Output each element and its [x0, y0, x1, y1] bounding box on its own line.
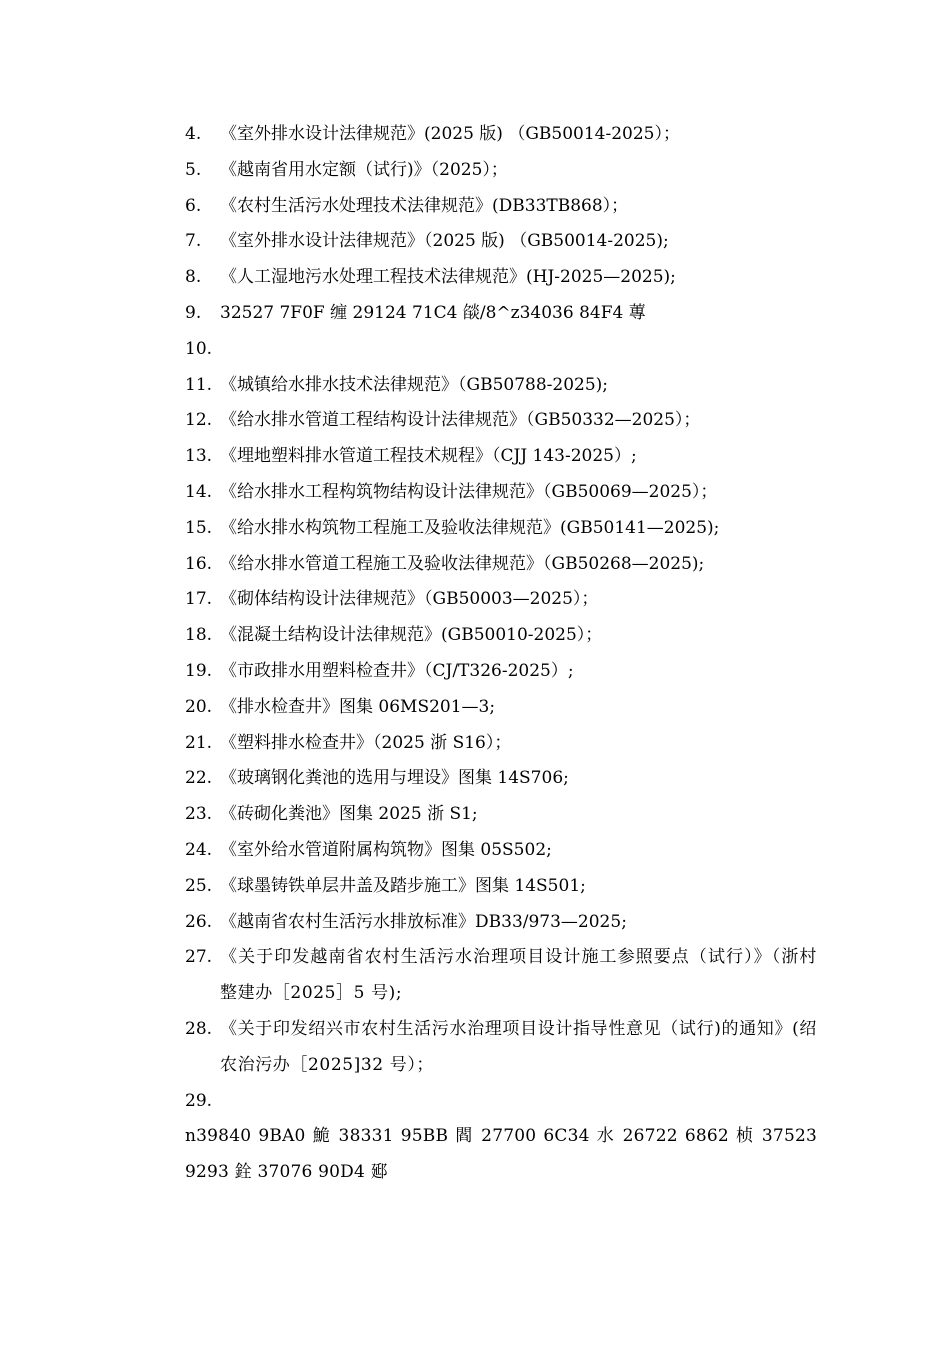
- list-item-text: 《关于印发越南省农村生活污水治理项目设计施工参照要点（试行）》（浙村整建办［2025］5 号);: [220, 947, 817, 1004]
- list-item: [185, 833, 817, 869]
- list-item-number: 26.: [185, 911, 213, 932]
- list-item-number: 8.: [185, 267, 202, 288]
- list-item-text: 《给水排水构筑物工程施工及验收法律规范》(GB50141—2025);: [220, 517, 720, 538]
- reference-list: [185, 117, 817, 1191]
- list-item-text: 《室外排水设计法律规范》(2025 版) （GB50014-2025）；: [220, 124, 680, 144]
- list-item-text: 《混凝土结构设计法律规范》(GB50010-2025）；: [220, 625, 603, 646]
- list-item-text: 《室外排水设计法律规范》（2025 版) （GB50014-2025);: [220, 231, 669, 252]
- list-item-text: 《农村生活污水处理技术法律规范》(DB33TB868）；: [220, 195, 629, 216]
- list-item-number: 16.: [185, 553, 213, 574]
- list-item-text: 《排水检查井》图集 06MS201—3;: [220, 696, 496, 717]
- list-item: [185, 618, 817, 654]
- list-item: [185, 117, 817, 153]
- trailing-text: n39840 9BA0 鮠 38331 95BB 閻 27700 6C34 水 26722 6862 桢 37523 9293 銓 37076 90D4 郔: [185, 1126, 817, 1183]
- list-item-number: 27.: [185, 947, 213, 968]
- list-item-number: 11.: [185, 374, 213, 395]
- list-item-text: 《砌体结构设计法律规范》（GB50003—2025）；: [220, 589, 599, 610]
- list-item-text: 《室外给水管道附属构筑物》图集 05S502;: [220, 839, 552, 860]
- list-item: [185, 654, 817, 690]
- list-item-text: 《城镇给水排水技术法律规范》（GB50788-2025);: [220, 374, 609, 395]
- list-item-text: 《给水排水管道工程结构设计法律规范》（GB50332—2025）；: [220, 410, 701, 431]
- list-item-number: 17.: [185, 589, 213, 610]
- list-item: [185, 690, 817, 726]
- list-item: [185, 189, 817, 225]
- list-item-number: 5.: [185, 159, 202, 180]
- list-item-number: 7.: [185, 231, 202, 252]
- list-item-number: 29.: [185, 1090, 213, 1111]
- list-item-number: 12.: [185, 410, 213, 431]
- list-item: [185, 869, 817, 905]
- list-item: [185, 439, 817, 475]
- list-item-number: 4.: [185, 124, 202, 144]
- list-item: [185, 475, 817, 511]
- list-item-number: 23.: [185, 804, 213, 825]
- list-item: [185, 368, 817, 404]
- list-item-number: 13.: [185, 446, 213, 467]
- list-item: [185, 761, 817, 797]
- list-item-text: 《人工湿地污水处理工程技术法律规范》(HJ-2025—2025);: [220, 267, 676, 288]
- list-item-text: 《关于印发绍兴市农村生活污水治理项目设计指导性意见（试行)的通知》(绍农治污办［2025]32 号）；: [220, 1018, 817, 1075]
- list-item-number: 19.: [185, 660, 213, 681]
- list-item-number: 18.: [185, 625, 213, 646]
- list-item: [185, 332, 817, 368]
- list-item-text: 《塑料排水检查井》（2025 浙 S16）；: [220, 732, 512, 753]
- list-item: [185, 797, 817, 833]
- list-item-number: 24.: [185, 839, 213, 860]
- list-item-text: 《给水排水工程构筑物结构设计法律规范》（GB50069—2025）；: [220, 481, 718, 502]
- list-item-number: 15.: [185, 517, 213, 538]
- list-item-number: 28.: [185, 1018, 213, 1039]
- list-item: [185, 547, 817, 583]
- list-item-text: 《球墨铸铁单层井盖及踏步施工》图集 14S501;: [220, 875, 586, 896]
- list-item: [185, 1084, 817, 1120]
- list-item-text: 《埋地塑料排水管道工程技术规程》（CJJ 143-2025）;: [220, 446, 637, 467]
- list-item: [185, 1012, 817, 1084]
- list-item-number: 10.: [185, 338, 213, 359]
- list-item: [185, 403, 817, 439]
- list-item: [185, 940, 817, 1012]
- list-item-text: 32527 7F0F 缠 29124 71C4 燄/8^z34036 84F4 蓴: [220, 302, 646, 323]
- list-item-number: 22.: [185, 768, 213, 789]
- list-item-number: 9.: [185, 302, 202, 323]
- list-item-text: 《越南省农村生活污水排放标准》DB33/973—2025;: [220, 911, 627, 932]
- list-item-text: 《越南省用水定额（试行)》（2025）；: [220, 159, 508, 180]
- list-item: [185, 582, 817, 618]
- list-item-text: 《砖砌化粪池》图集 2025 浙 S1;: [220, 804, 478, 825]
- list-item: [185, 905, 817, 941]
- list-item-text: 《给水排水管道工程施工及验收法律规范》（GB50268—2025);: [220, 553, 705, 574]
- list-item: [185, 260, 817, 296]
- list-item-text: 《市政排水用塑料检查井》（CJ/T326-2025）;: [220, 660, 574, 681]
- list-item: [185, 726, 817, 762]
- list-item: [185, 511, 817, 547]
- list-item: [185, 224, 817, 260]
- list-item-number: 14.: [185, 481, 213, 502]
- list-item: [185, 153, 817, 189]
- list-item-text: 《玻璃钢化粪池的选用与埋设》图集 14S706;: [220, 768, 569, 789]
- list-item-number: 6.: [185, 195, 202, 216]
- list-item: [185, 296, 817, 332]
- list-item-number: 20.: [185, 696, 213, 717]
- list-item-number: 25.: [185, 875, 213, 896]
- list-item-number: 21.: [185, 732, 213, 753]
